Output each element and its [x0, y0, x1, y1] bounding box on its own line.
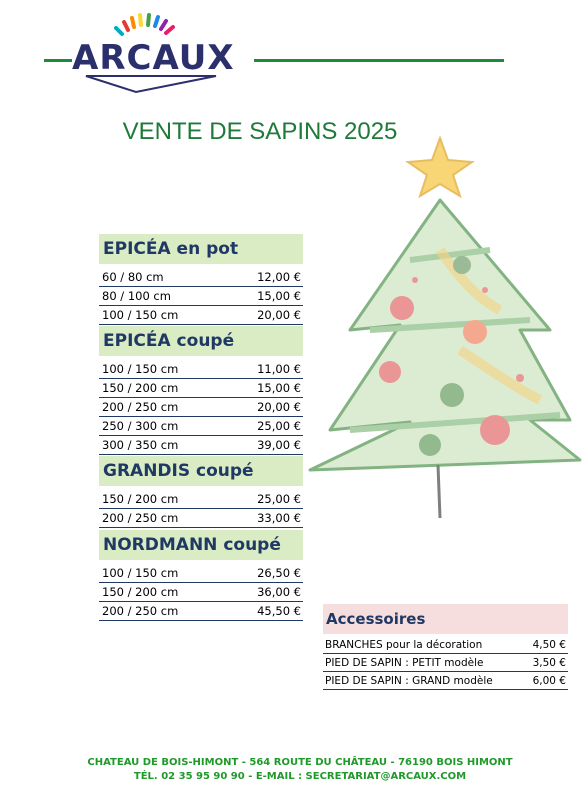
table-row: 100 / 150 cm 11,00 € — [99, 360, 303, 379]
ornament-icon — [419, 434, 441, 456]
ornament-icon — [379, 361, 401, 383]
arcaux-logo — [66, 6, 250, 96]
star-icon — [408, 138, 472, 196]
table-row: 150 / 200 cm 25,00 € — [99, 490, 303, 509]
table-row: 300 / 350 cm 39,00 € — [99, 436, 303, 455]
table-row: BRANCHES pour la décoration 4,50 € — [323, 636, 568, 654]
ornament-icon — [463, 320, 487, 344]
section-header-epicea-coupe: EPICÉA coupé — [99, 326, 303, 356]
table-row: 150 / 200 cm 36,00 € — [99, 583, 303, 602]
ornament-icon — [390, 296, 414, 320]
table-row: 80 / 100 cm 15,00 € — [99, 287, 303, 306]
christmas-tree-illustration — [290, 130, 586, 550]
footer-contact: TÉL. 02 35 95 90 90 - E-MAIL : SECRETARIAT@ARCAUX.COM — [133, 771, 467, 782]
header-line-right — [254, 59, 504, 62]
ornament-icon — [440, 383, 464, 407]
section-header-epicea-pot: EPICÉA en pot — [99, 234, 303, 264]
table-row: PIED DE SAPIN : GRAND modèle 6,00 € — [323, 672, 568, 690]
section-header-grandis-coupe: GRANDIS coupé — [99, 456, 303, 486]
table-row: PIED DE SAPIN : PETIT modèle 3,50 € — [323, 654, 568, 672]
table-row: 250 / 300 cm 25,00 € — [99, 417, 303, 436]
table-row: 100 / 150 cm 20,00 € — [99, 306, 303, 325]
table-row: 60 / 80 cm 12,00 € — [99, 268, 303, 287]
ornament-icon — [480, 415, 510, 445]
page-title: VENTE DE SAPINS 2025 — [122, 118, 398, 145]
footer-address: CHATEAU DE BOIS-HIMONT - 564 ROUTE DU CHÂTEAU - 76190 BOIS HIMONT — [87, 757, 513, 768]
section-header-nordmann-coupe: NORDMANN coupé — [99, 530, 303, 560]
table-row: 200 / 250 cm 33,00 € — [99, 509, 303, 528]
table-row: 200 / 250 cm 45,50 € — [99, 602, 303, 621]
logo-text: ARCAUX — [72, 38, 235, 78]
table-row: 100 / 150 cm 26,50 € — [99, 564, 303, 583]
table-row: 200 / 250 cm 20,00 € — [99, 398, 303, 417]
section-header-accessoires: Accessoires — [323, 604, 568, 634]
ornament-icon — [453, 256, 471, 274]
table-row: 150 / 200 cm 15,00 € — [99, 379, 303, 398]
